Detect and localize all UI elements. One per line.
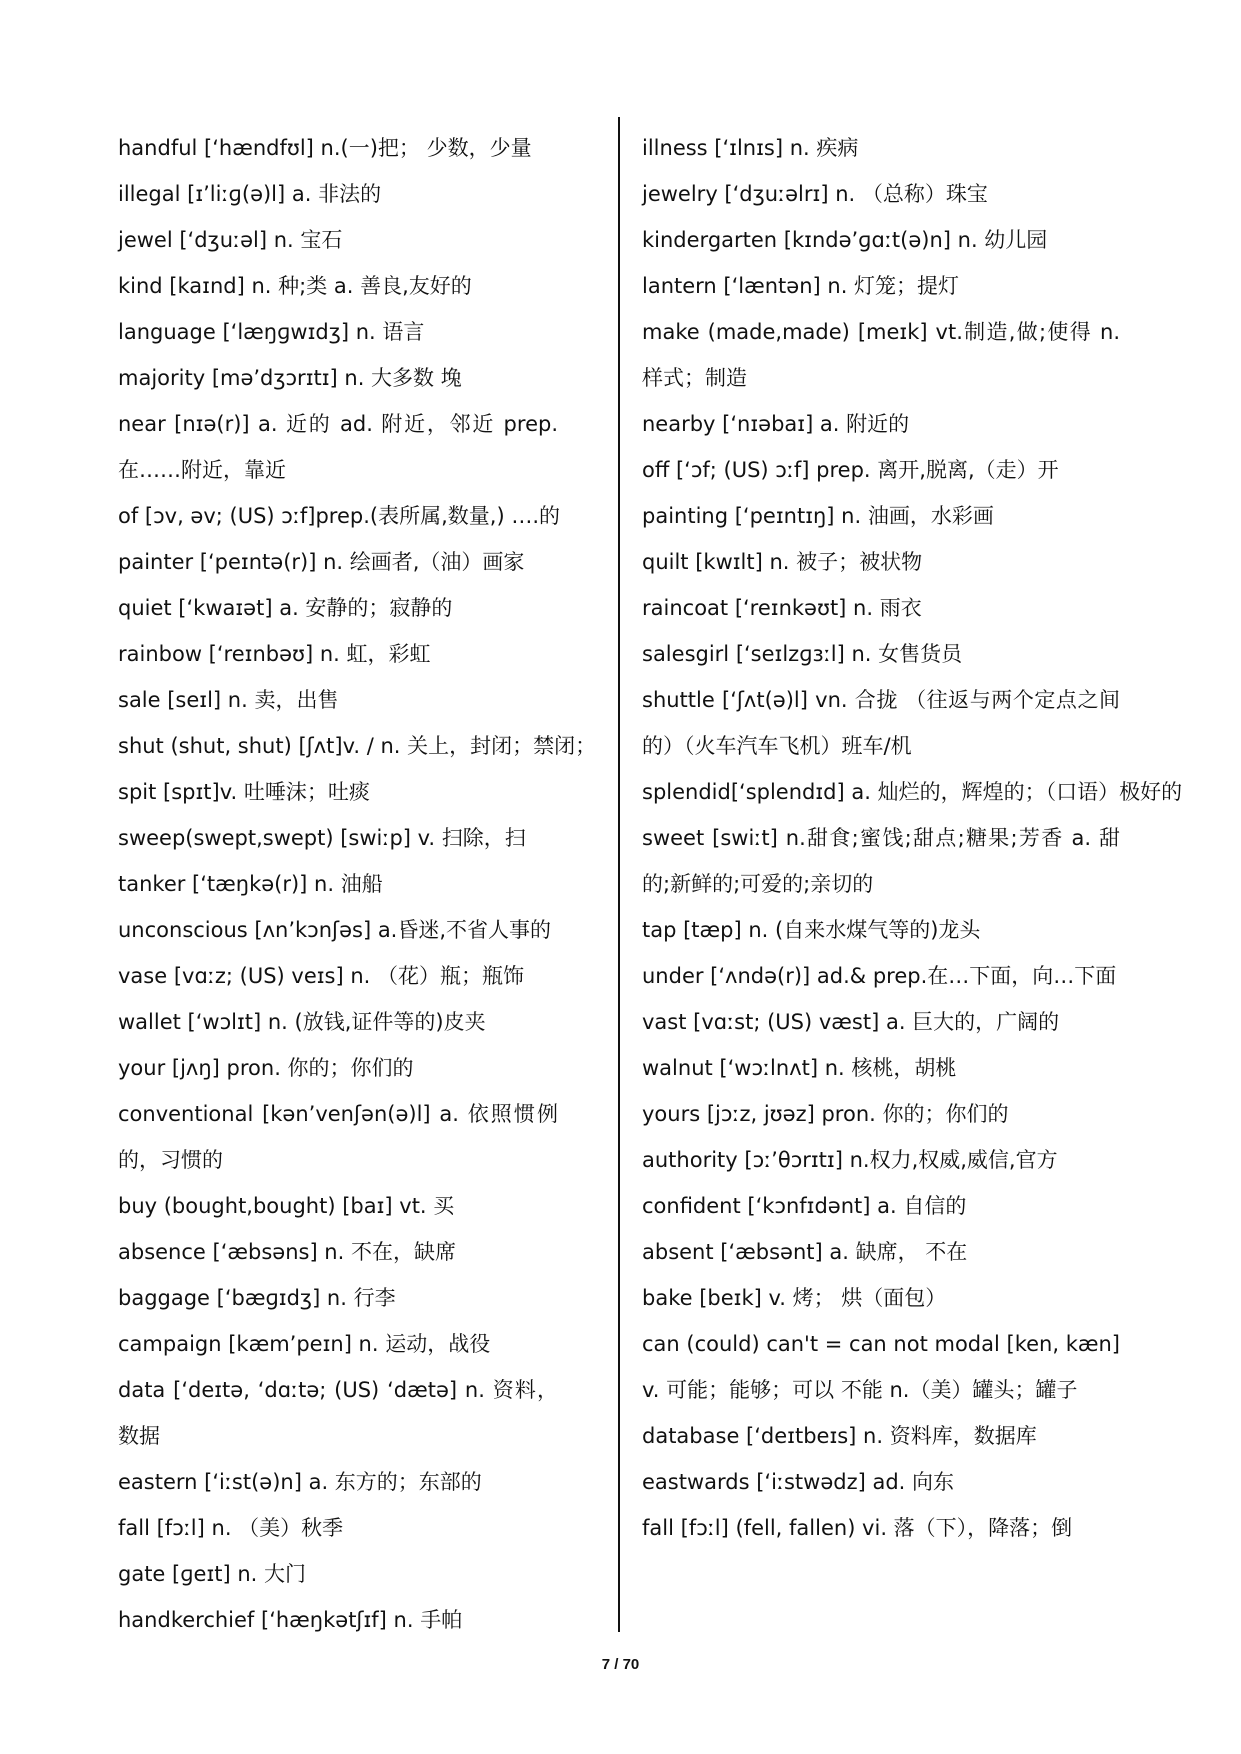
vocabulary-entry: of [ɔv, əv; (US) ɔːf]prep.(表所属,数量,) ….的	[118, 504, 560, 528]
vocabulary-entry: can (could) can't = can not modal [ken, kæn] v. 可能；能够；可以 不能 n.（美）罐头；罐子	[642, 1332, 1120, 1402]
vocabulary-entry: majority [mə’dʒɔrɪtɪ] n. 大多数 堍	[118, 366, 462, 390]
vocabulary-entry: sale [seɪl] n. 卖，出售	[118, 688, 339, 712]
vocabulary-entry: absence [‘æbsəns] n. 不在，缺席	[118, 1240, 456, 1264]
right-vocabulary-column	[642, 125, 1183, 1551]
vocabulary-entry: bake [beɪk] v. 烤； 烘（面包）	[642, 1286, 947, 1310]
page-number: 7 / 70	[601, 1656, 640, 1673]
vocabulary-entry: conventional [kən’venʃən(ə)l] a. 依照惯例的，习惯的	[118, 1102, 558, 1172]
vocabulary-entry: confident [‘kɔnfɪdənt] a. 自信的	[642, 1194, 967, 1218]
vocabulary-entry: your [jʌŋ] pron. 你的；你们的	[118, 1056, 414, 1080]
vocabulary-entry: shut (shut, shut) [ʃʌt]v. / n. 关上，封闭；禁闭；	[118, 734, 597, 758]
vocabulary-entry: yours [jɔːz, jʊəz] pron. 你的；你们的	[642, 1102, 1009, 1126]
vocabulary-entry: kind [kaɪnd] n. 种;类 a. 善良,友好的	[118, 274, 472, 298]
vocabulary-entry: unconscious [ʌn’kɔnʃəs] a.昏迷,不省人事的	[118, 918, 552, 942]
vocabulary-entry: data [‘deɪtə, ‘dɑːtə; (US) ‘dætə] n. 资料，数据	[118, 1378, 558, 1448]
vocabulary-entry: authority [ɔː’θɔrɪtɪ] n.权力,权威,威信,官方	[642, 1148, 1058, 1172]
vocabulary-entry: illness [‘ɪlnɪs] n. 疾病	[642, 136, 859, 160]
vocabulary-entry: quiet [‘kwaɪət] a. 安静的；寂静的	[118, 596, 453, 620]
vocabulary-entry: raincoat [‘reɪnkəʊt] n. 雨衣	[642, 596, 922, 620]
vocabulary-entry: language [‘læŋɡwɪdʒ] n. 语言	[118, 320, 425, 344]
vocabulary-entry: buy (bought,bought) [baɪ] vt. 买	[118, 1194, 455, 1218]
vocabulary-entry: kindergarten [kɪndə’ɡɑːt(ə)n] n. 幼儿园	[642, 228, 1048, 252]
vocabulary-entry: lantern [‘læntən] n. 灯笼；提灯	[642, 274, 960, 298]
vocabulary-entry: eastwards [‘iːstwədz] ad. 向东	[642, 1470, 955, 1494]
vocabulary-entry: baggage [‘bæɡɪdʒ] n. 行李	[118, 1286, 396, 1310]
vocabulary-entry: walnut [‘wɔːlnʌt] n. 核桃，胡桃	[642, 1056, 957, 1080]
vocabulary-entry: under [‘ʌndə(r)] ad.& prep.在…下面，向…下面	[642, 964, 1117, 988]
vocabulary-entry: jewel [‘dʒuːəl] n. 宝石	[118, 228, 343, 252]
vocabulary-entry: vast [vɑːst; (US) væst] a. 巨大的，广阔的	[642, 1010, 1060, 1034]
vocabulary-entry: wallet [‘wɔlɪt] n. (放钱,证件等的)皮夹	[118, 1010, 486, 1034]
vocabulary-entry: database [‘deɪtbeɪs] n. 资料库，数据库	[642, 1424, 1037, 1448]
vocabulary-entry: illegal [ɪ’liːɡ(ə)l] a. 非法的	[118, 182, 382, 206]
vocabulary-entry: painter [‘peɪntə(r)] n. 绘画者,（油）画家	[118, 550, 525, 574]
vocabulary-entry: vase [vɑːz; (US) veɪs] n. （花）瓶；瓶饰	[118, 964, 525, 988]
vocabulary-entry: eastern [‘iːst(ə)n] a. 东方的；东部的	[118, 1470, 482, 1494]
vocabulary-entry: sweep(swept,swept) [swiːp] v. 扫除，扫	[118, 826, 526, 850]
vocabulary-entry: salesgirl [‘seɪlzɡɜːl] n. 女售货员	[642, 642, 963, 666]
vocabulary-entry: make (made,made) [meɪk] vt.制造,做;使得 n. 样式；制造	[642, 320, 1120, 390]
vocabulary-entry: tap [tæp] n. (自来水煤气等的)龙头	[642, 918, 981, 942]
vocabulary-entry: absent [‘æbsənt] a. 缺席， 不在	[642, 1240, 968, 1264]
vocabulary-entry: tanker [‘tæŋkə(r)] n. 油船	[118, 872, 383, 896]
left-vocabulary-column	[118, 125, 597, 1643]
vocabulary-entry: nearby [‘nɪəbaɪ] a. 附近的	[642, 412, 910, 436]
vocabulary-entry: shuttle [‘ʃʌt(ə)l] vn. 合拢 （往返与两个定点之间的）（火车汽车飞机）班车/机	[642, 688, 1120, 758]
vocabulary-entry: campaign [kæm’peɪn] n. 运动，战役	[118, 1332, 491, 1356]
vocabulary-entry: spit [spɪt]v. 吐唾沫；吐痰	[118, 780, 370, 804]
vocabulary-entry: sweet [swiːt] n.甜食;蜜饯;甜点;糖果;芳香 a. 甜的;新鲜的;可爱的;亲切的	[642, 826, 1120, 896]
vocabulary-entry: rainbow [‘reɪnbəʊ] n. 虹，彩虹	[118, 642, 431, 666]
vocabulary-entry: handkerchief [‘hæŋkətʃɪf] n. 手帕	[118, 1608, 463, 1632]
column-divider	[618, 117, 620, 1632]
vocabulary-entry: near [nɪə(r)] a. 近的 ad. 附近，邻近 prep. 在……附近，靠近	[118, 412, 558, 482]
vocabulary-entry: fall [fɔːl] (fell, fallen) vi. 落（下），降落；倒	[642, 1516, 1073, 1540]
vocabulary-entry: jewelry [‘dʒuːəlrɪ] n. （总称）珠宝	[642, 182, 988, 206]
vocabulary-entry: handful [‘hændfʊl] n.(一)把； 少数，少量	[118, 136, 532, 160]
vocabulary-entry: splendid[‘splendɪd] a. 灿烂的，辉煌的；（口语）极好的	[642, 780, 1183, 804]
vocabulary-entry: off [‘ɔf; (US) ɔːf] prep. 离开,脱离,（走）开	[642, 458, 1059, 482]
vocabulary-entry: gate [ɡeɪt] n. 大门	[118, 1562, 307, 1586]
vocabulary-entry: quilt [kwɪlt] n. 被子；被状物	[642, 550, 923, 574]
vocabulary-entry: fall [fɔːl] n. （美）秋季	[118, 1516, 344, 1540]
vocabulary-entry: painting [‘peɪntɪŋ] n. 油画，水彩画	[642, 504, 994, 528]
